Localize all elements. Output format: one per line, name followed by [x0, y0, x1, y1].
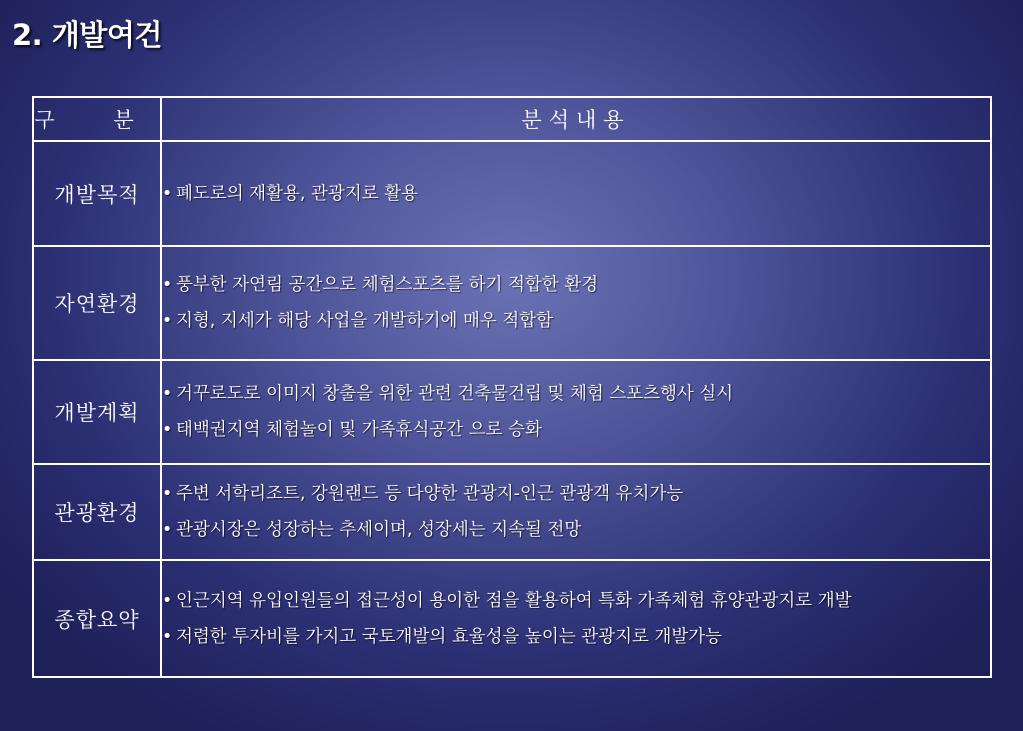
row-content [161, 560, 991, 677]
row-category: 개발목적 [33, 141, 161, 246]
bullet-icon: • [162, 484, 173, 504]
bullet-icon: • [162, 520, 173, 540]
bullet-icon: • [162, 590, 173, 611]
bullet-item [162, 476, 990, 512]
row-category: 관광환경 [33, 464, 161, 560]
row-category: 개발계획 [33, 360, 161, 464]
bullet-icon: • [162, 626, 173, 647]
bullet-icon: • [162, 183, 173, 204]
bullet-text: 저렴한 투자비를 가지고 국토개발의 효율성을 높이는 관광지로 개발가능 [176, 626, 723, 647]
header-content: 분석내용 [161, 97, 991, 141]
table-row [33, 141, 991, 246]
table-row [33, 246, 991, 360]
table-row [33, 560, 991, 677]
bullet-item [162, 512, 990, 548]
bullet-text: 관광시장은 성장하는 추세이며, 성장세는 지속될 전망 [176, 520, 582, 540]
row-content [161, 246, 991, 360]
development-conditions-table [32, 96, 992, 678]
row-content [161, 141, 991, 246]
bullet-item [162, 267, 990, 303]
bullet-text: 거꾸로도로 이미지 창출을 위한 관련 건축물건립 및 체험 스포츠행사 실시 [176, 384, 734, 404]
bullet-text: 인근지역 유입인원들의 접근성이 용이한 점을 활용하여 특화 가족체험 휴양관광지로 개발 [176, 590, 852, 611]
bullet-icon: • [162, 311, 173, 331]
table-row [33, 464, 991, 560]
row-category: 종합요약 [33, 560, 161, 677]
bullet-icon: • [162, 384, 173, 404]
bullet-item [162, 583, 990, 619]
bullet-text: 폐도로의 재활용, 관광지로 활용 [176, 183, 419, 204]
bullet-icon: • [162, 275, 173, 295]
bullet-text: 주변 서학리조트, 강원랜드 등 다양한 관광지-인근 관광객 유치가능 [176, 484, 684, 504]
row-content [161, 464, 991, 560]
bullet-item [162, 412, 990, 448]
row-category: 자연환경 [33, 246, 161, 360]
table-header-row [33, 97, 991, 141]
bullet-item [162, 376, 990, 412]
bullet-icon: • [162, 420, 173, 440]
bullet-text: 풍부한 자연림 공간으로 체험스포츠를 하기 적합한 환경 [176, 275, 599, 295]
bullet-text: 지형, 지세가 해당 사업을 개발하기에 매우 적합함 [176, 311, 554, 331]
bullet-item [162, 303, 990, 339]
bullet-item [162, 619, 990, 655]
slide-title: 2. 개발여건 [12, 18, 162, 52]
table-row [33, 360, 991, 464]
row-content [161, 360, 991, 464]
header-category: 구 분 [33, 97, 161, 141]
bullet-item [162, 176, 990, 212]
bullet-text: 태백권지역 체험놀이 및 가족휴식공간 으로 승화 [176, 420, 542, 440]
